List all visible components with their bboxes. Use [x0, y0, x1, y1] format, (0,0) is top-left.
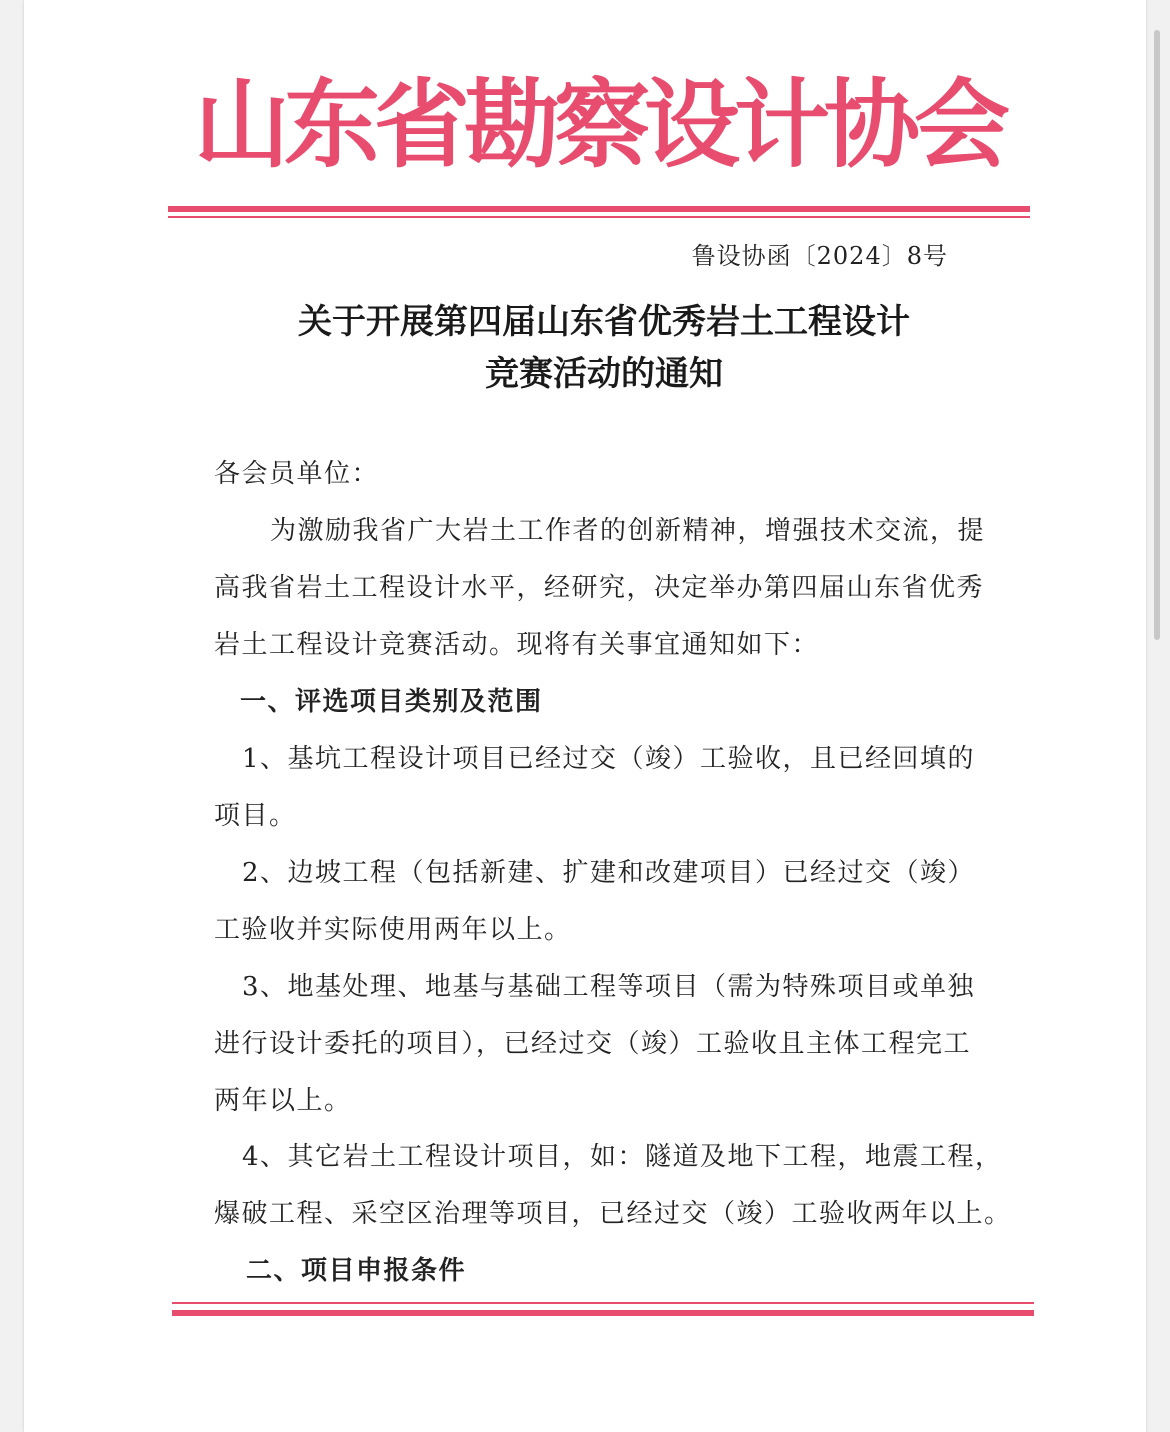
item-4-line-1: 4、其它岩土工程设计项目，如：隧道及地下工程，地震工程，: [242, 1142, 1003, 1172]
item-4: [214, 1129, 1012, 1243]
rule-thick-line: [168, 206, 1030, 212]
intro-line-1: 为激励我省广大岩土工作者的创新精神，增强技术交流，提: [270, 516, 986, 546]
notice-title: [164, 296, 1044, 400]
item-2-line-2: 工验收并实际使用两年以上。: [214, 915, 572, 945]
item-3-line-2: 进行设计委托的项目），已经过交（竣）工验收且主体工程完工: [214, 1029, 972, 1059]
section-2-heading: 二、项目申报条件: [246, 1256, 467, 1286]
letterhead-top-rule: [168, 206, 1030, 218]
item-2: [214, 845, 1004, 959]
intro-paragraph: [214, 503, 1004, 674]
rule-thick-line: [172, 1310, 1034, 1316]
section-1-heading: 一、评选项目类别及范围: [240, 687, 543, 717]
item-3-line-3: 两年以上。: [214, 1086, 352, 1116]
item-3: [214, 959, 1004, 1130]
intro-line-2: 高我省岩土工程设计水平，经研究，决定举办第四届山东省优秀: [214, 573, 985, 603]
item-4-line-2: 爆破工程、采空区治理等项目，已经过交（竣）工验收两年以上。: [214, 1199, 1012, 1229]
rule-thin-line: [172, 1302, 1034, 1304]
item-1-line-2: 项目。: [214, 801, 297, 831]
item-1-line-1: 1、基坑工程设计项目已经过交（竣）工验收，且已经回填的: [242, 744, 976, 774]
organization-letterhead: 山东省勘察设计协会: [194, 69, 1004, 181]
item-3-line-1: 3、地基处理、地基与基础工程等项目（需为特殊项目或单独: [242, 972, 976, 1002]
document-page: [24, 0, 1146, 1432]
vertical-scrollbar[interactable]: [1154, 30, 1160, 640]
title-line-1: 关于开展第四届山东省优秀岩土工程设计: [298, 302, 910, 342]
footer-rule: [172, 1302, 1034, 1316]
salutation: 各会员单位：: [214, 459, 380, 489]
rule-thin-line: [168, 216, 1030, 218]
item-1: [214, 731, 1004, 845]
intro-line-3: 岩土工程设计竞赛活动。现将有关事宜通知如下：: [214, 630, 820, 660]
document-number: 鲁设协函〔2024〕8号: [691, 242, 948, 270]
item-2-line-1: 2、边坡工程（包括新建、扩建和改建项目）已经过交（竣）: [242, 858, 976, 888]
title-line-2: 竞赛活动的通知: [485, 354, 723, 394]
